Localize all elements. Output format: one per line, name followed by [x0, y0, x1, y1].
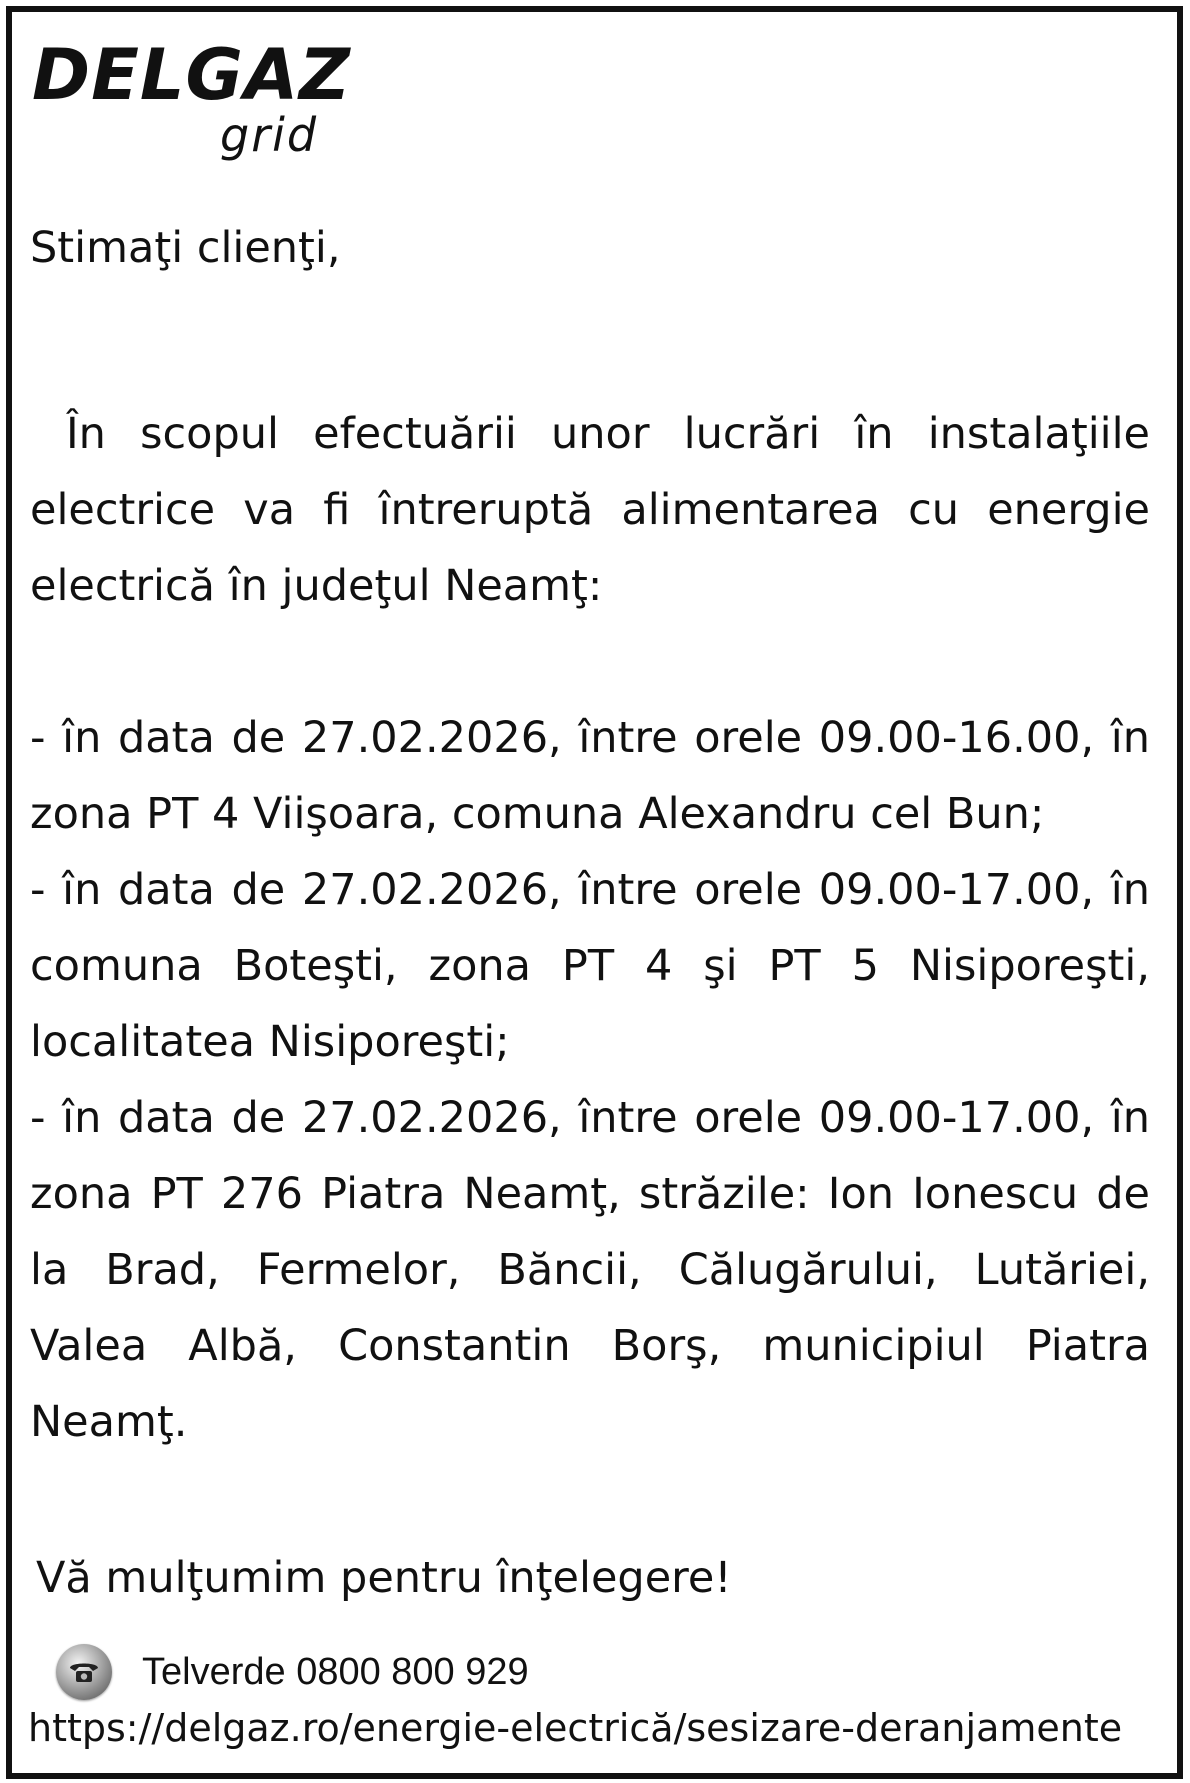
delgaz-logo: [32, 34, 352, 170]
notice-body: [30, 210, 1150, 1616]
contact-line: [56, 1642, 529, 1702]
phone-number: Telverde 0800 800 929: [142, 1650, 529, 1693]
logo-sub: grid: [220, 108, 319, 162]
phone-icon: [56, 1644, 112, 1700]
website-link[interactable]: https://delgaz.ro/energie-electrică/sesizare-deranjamente: [28, 1706, 1123, 1750]
logo-brand: DELGAZ: [32, 34, 351, 116]
outage-item-3: - în data de 27.02.2026, între orele 09.00-17.00, în zona PT 276 Piatra Neamţ, străzile: Ion Ionescu de la Brad, Fermelor, Băncii, Călugărului, Lutăriei, Valea Albă, Constantin Borş, municipiul Piatra Neamţ.: [30, 1093, 1150, 1447]
intro-paragraph: În scopul efectuării unor lucrări în instalaţiile electrice va fi întreruptă alimentarea cu energie electrică în judeţul Neamţ:: [30, 409, 1150, 611]
greeting: Stimaţi clienţi,: [30, 223, 341, 273]
outage-item-1: - în data de 27.02.2026, între orele 09.00-16.00, în zona PT 4 Viişoara, comuna Alexandru cel Bun;: [30, 713, 1150, 839]
thanks-line: Vă mulţumim pentru înţelegere!: [36, 1553, 732, 1603]
outage-item-2: - în data de 27.02.2026, între orele 09.00-17.00, în comuna Boteşti, zona PT 4 şi PT 5 Nisiporeşti, localitatea Nisiporeşti;: [30, 865, 1150, 1067]
